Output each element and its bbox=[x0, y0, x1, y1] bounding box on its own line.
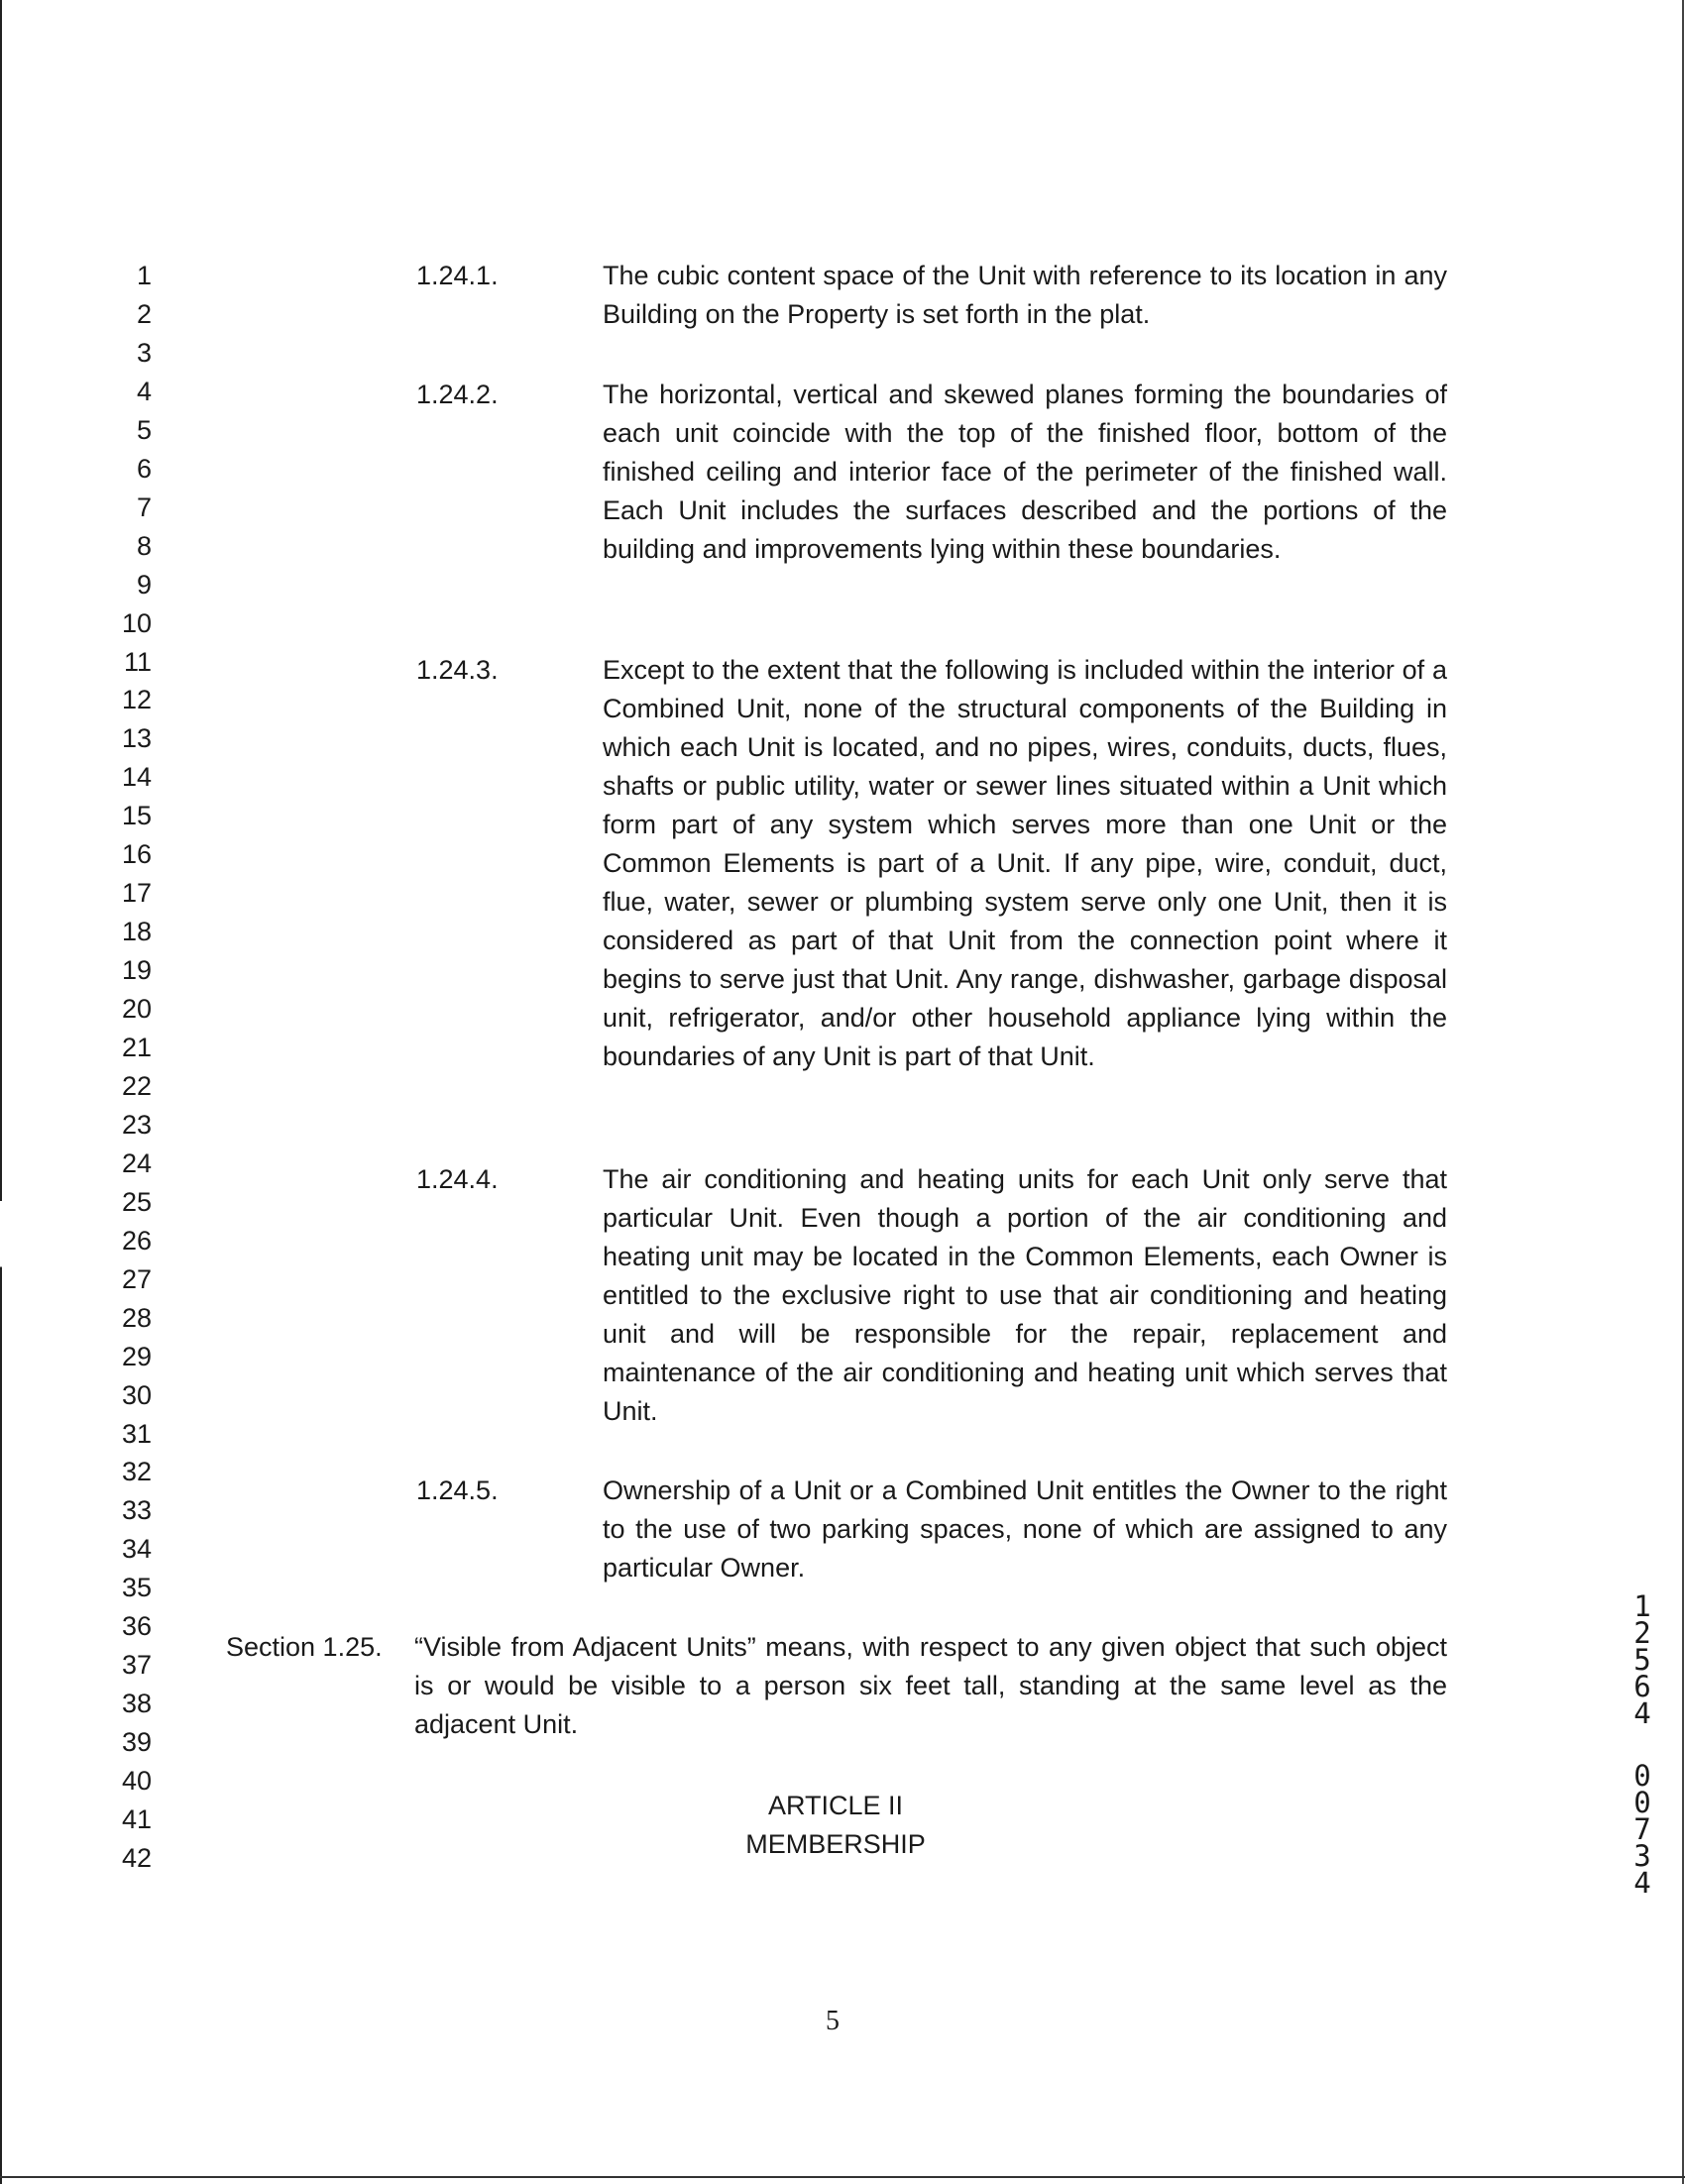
section-label: Section 1.25. bbox=[226, 1632, 383, 1662]
line-number: 27 bbox=[121, 1263, 152, 1294]
line-number: 1 bbox=[136, 261, 152, 290]
line-number: 4 bbox=[136, 376, 152, 406]
line-number: 5 bbox=[136, 414, 152, 445]
article-title: MEMBERSHIP bbox=[745, 1829, 926, 1859]
line-number: 2 bbox=[136, 298, 152, 329]
subsection-text: Except to the extent that the following is included within the interior of a Combined Unit, none of the structural components of the Building in which each Unit is located, and no pipes, wires, conduits, ducts, flues, shafts or public utility, water or sewer lines situated within a Unit which form part of any system which serves more than one Unit or the Common Elements is part of a Unit. If any pipe, wire, conduit, duct, flue, water, sewer or plumbing system serve only one Unit, then it is considered as part of that Unit from the connection point where it begins to serve just that Unit. Any range, dishwasher, garbage disposal unit, refrigerator, and/or other household appliance lying within the boundaries of any Unit is part of that Unit. bbox=[603, 655, 1447, 1071]
line-number: 28 bbox=[121, 1302, 152, 1333]
scan-edge-bottom bbox=[0, 2176, 1685, 2178]
stamp-second-digit: 0 bbox=[1633, 1759, 1651, 1793]
subsection-label: 1.24.4. bbox=[416, 1164, 499, 1194]
line-number: 16 bbox=[121, 839, 152, 870]
line-number: 17 bbox=[121, 878, 152, 909]
stamp-second-digit: 4 bbox=[1633, 1866, 1651, 1900]
page-number: 5 bbox=[826, 2006, 840, 2036]
line-number: 35 bbox=[121, 1573, 152, 1603]
line-number: 24 bbox=[121, 1147, 152, 1178]
line-number: 21 bbox=[121, 1033, 152, 1062]
line-number: 25 bbox=[121, 1186, 152, 1217]
line-number: 6 bbox=[136, 453, 152, 484]
line-number: 32 bbox=[121, 1457, 152, 1487]
stamp-second-digit: 0 bbox=[1633, 1786, 1651, 1819]
stamp-first-digit: 2 bbox=[1633, 1616, 1651, 1650]
line-number: 23 bbox=[121, 1109, 152, 1140]
line-number: 8 bbox=[136, 530, 152, 561]
section-text: “Visible from Adjacent Units” means, with respect to any given object that such object is or would be visible to a person six feet tall, standing at the same level as the adjacent Unit. bbox=[414, 1632, 1447, 1739]
line-number: 31 bbox=[121, 1418, 152, 1449]
line-number: 26 bbox=[121, 1225, 152, 1256]
recording-stamp bbox=[1626, 1589, 1659, 1900]
line-number: 34 bbox=[121, 1534, 152, 1565]
subsection-text: The air conditioning and heating units for each Unit only serve that particular Unit. Even though a portion of the air conditioning and heating unit may be located in the Common Elements, each Owner is entitled to the exclusive right to use that air conditioning and heating unit and will be responsible for the repair, replacement and maintenance of the air conditioning and heating unit which serves that Unit. bbox=[603, 1164, 1447, 1426]
stamp-first-digit: 5 bbox=[1633, 1643, 1651, 1677]
line-number: 36 bbox=[121, 1611, 152, 1642]
line-number: 40 bbox=[121, 1766, 152, 1797]
line-number: 9 bbox=[136, 569, 152, 600]
line-number: 18 bbox=[121, 917, 152, 947]
line-number: 41 bbox=[121, 1804, 152, 1834]
line-number: 22 bbox=[121, 1070, 152, 1101]
line-number: 15 bbox=[121, 801, 152, 831]
subsection-label: 1.24.3. bbox=[416, 655, 499, 685]
subsection-label: 1.24.2. bbox=[416, 380, 499, 409]
stamp-first-digit: 4 bbox=[1633, 1696, 1651, 1730]
line-number: 42 bbox=[121, 1842, 152, 1873]
line-number: 3 bbox=[136, 337, 152, 368]
stamp-second-digit: 7 bbox=[1633, 1812, 1651, 1846]
subsection-label: 1.24.1. bbox=[416, 261, 499, 290]
line-number: 38 bbox=[121, 1689, 152, 1719]
line-number: 10 bbox=[121, 607, 152, 638]
stamp-second-digit: 3 bbox=[1633, 1839, 1651, 1873]
line-number: 13 bbox=[121, 723, 152, 754]
line-number: 39 bbox=[121, 1727, 152, 1758]
subsection-text: The horizontal, vertical and skewed planes forming the boundaries of each unit coincide with the top of the finished floor, bottom of the finished ceiling and interior face of the perimeter of the finished wall. Each Unit includes the surfaces described and the portions of the building and improvements lying within these boundaries. bbox=[603, 380, 1447, 564]
line-number: 20 bbox=[121, 994, 152, 1025]
subsection-text: Ownership of a Unit or a Combined Unit entitles the Owner to the right to the use of two parking spaces, none of which are assigned to any particular Owner. bbox=[603, 1475, 1447, 1583]
line-number: 7 bbox=[136, 491, 152, 522]
line-number: 37 bbox=[121, 1650, 152, 1681]
scan-edge-right bbox=[1682, 0, 1684, 2184]
stamp-first-digit: 6 bbox=[1633, 1670, 1651, 1703]
stamp-first-digit: 1 bbox=[1633, 1589, 1651, 1623]
line-number: 29 bbox=[121, 1341, 152, 1371]
article-number: ARTICLE II bbox=[767, 1791, 904, 1820]
line-number: 33 bbox=[121, 1495, 152, 1526]
subsection-text: The cubic content space of the Unit with reference to its location in any Building on the Property is set forth in the plat. bbox=[603, 261, 1447, 329]
line-number: 14 bbox=[121, 762, 152, 793]
line-number: 19 bbox=[121, 955, 152, 986]
subsection-label: 1.24.5. bbox=[416, 1475, 499, 1505]
line-number: 12 bbox=[121, 685, 152, 715]
line-number: 11 bbox=[123, 646, 152, 677]
line-number: 30 bbox=[121, 1379, 152, 1410]
